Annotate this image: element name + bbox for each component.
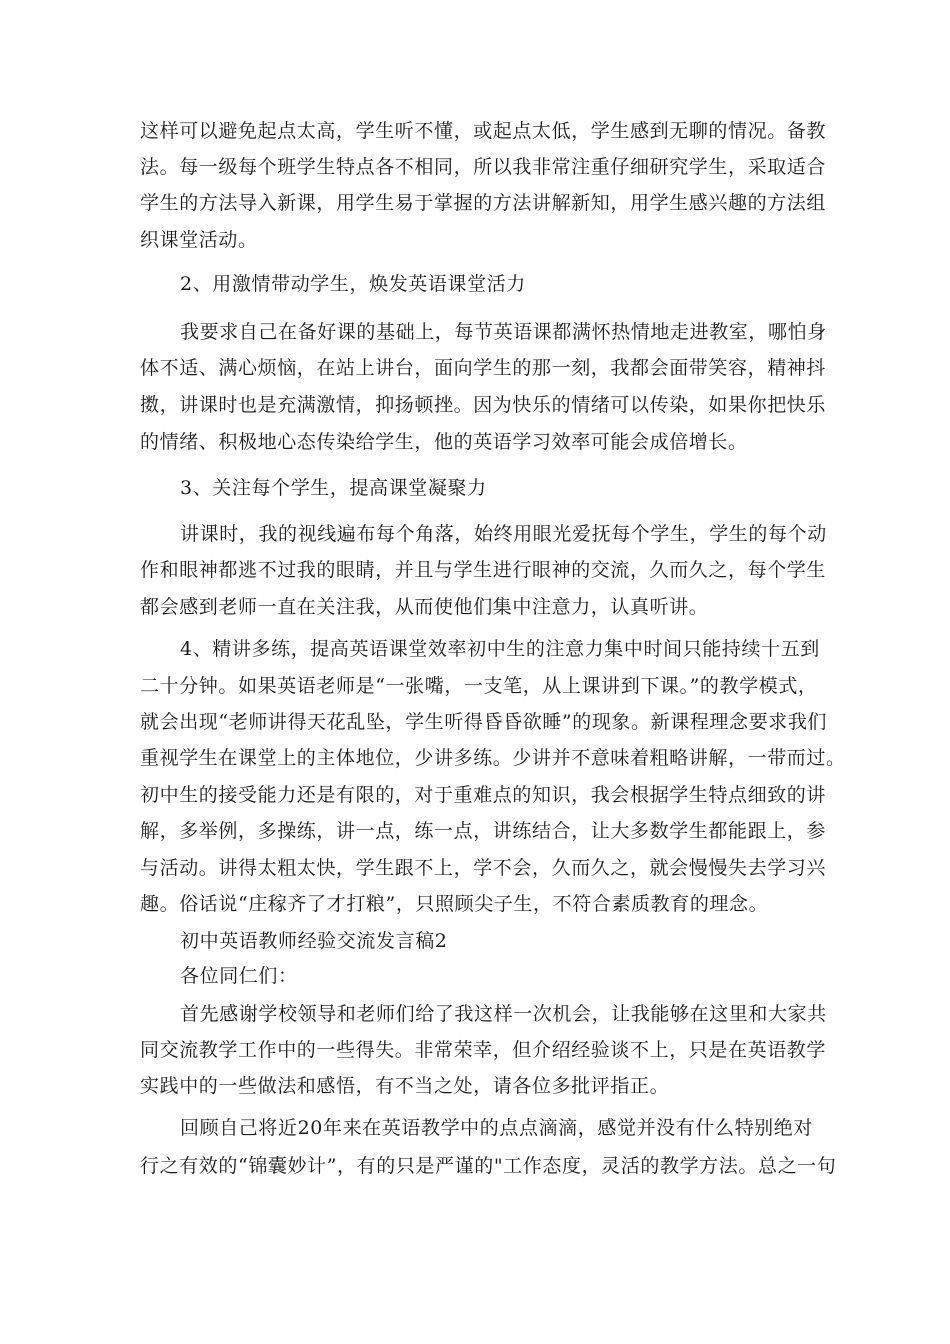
text-line: 就会出现“老师讲得天花乱坠，学生听得昏昏欲睡”的现象。新课程理念要求我们: [140, 711, 828, 733]
text-line: 首先感谢学校领导和老师们给了我这样一次机会，让我能够在这里和大家共: [180, 1003, 827, 1025]
text-line: 体不适、满心烦恼，在站上讲台，面向学生的那一刻，我都会面带笑容，精神抖: [140, 357, 827, 379]
text-line: 讲课时，我的视线遍布每个角落，始终用眼光爱抚每个学生，学生的每个动: [180, 523, 827, 545]
text-line: 实践中的一些做法和感悟，有不当之处，请各位多批评指正。: [140, 1075, 670, 1097]
text-line: 重视学生在课堂上的主体地位，少讲多练。少讲并不意味着粗略讲解，一带而过。: [140, 747, 846, 769]
text-line: 学生的方法导入新课，用学生易于掌握的方法讲解新知，用学生感兴趣的方法组: [140, 192, 827, 214]
text-line: 我要求自己在备好课的基础上，每节英语课都满怀热情地走进教室，哪怕身: [180, 321, 827, 343]
text-line: 与活动。讲得太粗太快，学生跟不上，学不会，久而久之，就会慢慢失去学习兴: [140, 857, 827, 879]
text-line: 回顾自己将近20年来在英语教学中的点点滴滴，感觉并没有什么特别绝对: [180, 1117, 813, 1139]
text-line: 都会感到老师一直在关注我，从而使他们集中注意力，认真听讲。: [140, 596, 709, 618]
text-line: 二十分钟。如果英语老师是“一张嘴，一支笔，从上课讲到下课。”的教学模式，: [140, 675, 818, 697]
section-heading: 2、用激情带动学生，焕发英语课堂活力: [180, 273, 526, 295]
text-line: 行之有效的“锦囊妙计”，有的只是严谨的"工作态度，灵活的教学方法。总之一句: [140, 1155, 837, 1177]
salutation: 各位同仁们：: [180, 965, 298, 987]
section-heading: 3、关注每个学生，提高课堂凝聚力: [180, 477, 487, 499]
text-line: 初中生的接受能力还是有限的，对于重难点的知识，我会根据学生特点细致的讲: [140, 784, 827, 806]
text-line: 解，多举例，多操练，讲一点，练一点，讲练结合，让大多数学生都能跟上，参: [140, 820, 827, 842]
text-line: 的情绪、积极地心态传染给学生，他的英语学习效率可能会成倍增长。: [140, 431, 748, 453]
text-line: 4、精讲多练，提高英语课堂效率初中生的注意力集中时间只能持续十五到: [180, 638, 820, 660]
text-line: 趣。俗话说“庄稼齐了才打粮”，只照顾尖子生，不符合素质教育的理念。: [140, 893, 769, 915]
document-title: 初中英语教师经验交流发言稿2: [180, 930, 448, 952]
text-line: 作和眼神都逃不过我的眼睛，并且与学生进行眼神的交流，久而久之，每个学生: [140, 559, 827, 581]
text-line: 织课堂活动。: [140, 229, 258, 251]
text-line: 这样可以避免起点太高，学生听不懂，或起点太低，学生感到无聊的情况。备教: [140, 120, 827, 142]
text-line: 擞，讲课时也是充满激情，抑扬顿挫。因为快乐的情绪可以传染，如果你把快乐: [140, 394, 827, 416]
text-line: 法。每一级每个班学生特点各不相同，所以我非常注重仔细研究学生，采取适合: [140, 156, 827, 178]
text-line: 同交流教学工作中的一些得失。非常荣幸，但介绍经验谈不上，只是在英语教学: [140, 1039, 827, 1061]
